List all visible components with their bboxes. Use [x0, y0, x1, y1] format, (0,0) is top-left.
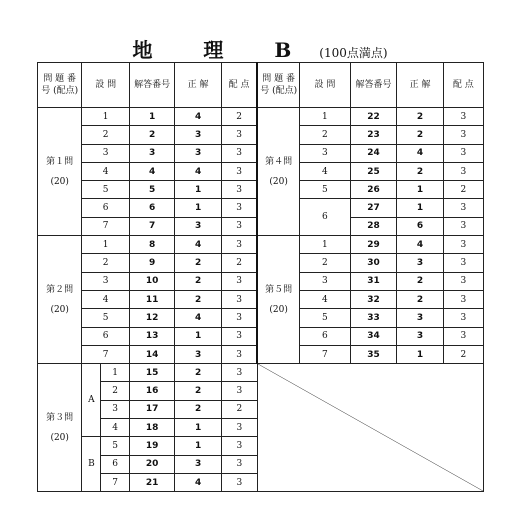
- q4-ans: 28: [350, 217, 397, 235]
- q5-label: 第５問: [265, 284, 293, 295]
- q1-correct: 1: [175, 181, 222, 199]
- q2-sub: 1: [82, 236, 130, 254]
- q2-points: (20): [50, 304, 69, 315]
- q5-ans: 30: [350, 254, 397, 272]
- title-sub: (100点満点): [319, 46, 388, 60]
- q4-correct: 2: [397, 108, 444, 126]
- answer-table: [37, 62, 484, 492]
- q5-sub: 5: [300, 309, 351, 327]
- q1-points: (20): [50, 176, 69, 187]
- q3-correct: 2: [175, 364, 222, 382]
- page-title: [0, 34, 520, 63]
- q3-ans: 18: [129, 419, 174, 437]
- q1-ans: 1: [129, 108, 174, 126]
- q2-correct: 4: [175, 236, 222, 254]
- q4-correct: 1: [397, 199, 444, 217]
- q3-pts: 3: [221, 473, 257, 491]
- q5-sub: 1: [300, 236, 351, 254]
- q5-pts: 3: [443, 236, 483, 254]
- q4-pts: 3: [443, 199, 483, 217]
- q5-ans: 34: [350, 327, 397, 345]
- q4-correct: 2: [397, 126, 444, 144]
- q3-ans: 21: [129, 473, 174, 491]
- header-sub-question: 設 問: [82, 63, 130, 108]
- q5-pts: 3: [443, 290, 483, 308]
- q5-correct: 2: [397, 272, 444, 290]
- q4-ans: 26: [350, 181, 397, 199]
- q5-pts: 3: [443, 309, 483, 327]
- q5-correct: 3: [397, 309, 444, 327]
- q3-group-b: B: [82, 437, 101, 492]
- q1-pts: 3: [221, 126, 257, 144]
- q3-correct: 4: [175, 473, 222, 491]
- q5-ans: 29: [350, 236, 397, 254]
- header-points: 配 点: [221, 63, 257, 108]
- q4-ans: 23: [350, 126, 397, 144]
- q5-correct: 4: [397, 236, 444, 254]
- q1-pts: 2: [221, 108, 257, 126]
- q3-pts: 3: [221, 382, 257, 400]
- q2-sub: 4: [82, 290, 130, 308]
- q4-label: 第４問: [265, 156, 293, 167]
- q5-sub: 7: [300, 345, 351, 363]
- q3-correct: 2: [175, 400, 222, 418]
- q1-ans: 4: [129, 162, 174, 180]
- q4-correct: 1: [397, 181, 444, 199]
- q2-sub: 5: [82, 309, 130, 327]
- q3-correct: 2: [175, 382, 222, 400]
- q4-sub: 4: [300, 162, 351, 180]
- q1-correct: 1: [175, 199, 222, 217]
- q4-ans: 24: [350, 144, 397, 162]
- header-correct-right: 正 解: [397, 63, 444, 108]
- q2-ans: 8: [129, 236, 174, 254]
- q1-label: 第１問: [46, 156, 74, 167]
- q5-sub: 3: [300, 272, 351, 290]
- q4-sub: 5: [300, 181, 351, 199]
- q3-ans: 15: [129, 364, 174, 382]
- q1-ans: 3: [129, 144, 174, 162]
- q2-label: 第２問: [46, 284, 74, 295]
- diagonal-blank-cell: [257, 364, 483, 492]
- header-points-right: 配 点: [443, 63, 483, 108]
- q1-ans: 7: [129, 217, 174, 235]
- q2-ans: 12: [129, 309, 174, 327]
- q5-pts: 3: [443, 272, 483, 290]
- q5-sub: 6: [300, 327, 351, 345]
- q2-correct: 1: [175, 327, 222, 345]
- q3-sub: 2: [101, 382, 130, 400]
- q4-ans: 25: [350, 162, 397, 180]
- q2-sub: 2: [82, 254, 130, 272]
- q2-ans: 13: [129, 327, 174, 345]
- q2-pts: 3: [221, 272, 257, 290]
- q4-correct: 2: [397, 162, 444, 180]
- q2-pts: 3: [221, 236, 257, 254]
- q1-correct: 3: [175, 144, 222, 162]
- q5-correct: 3: [397, 254, 444, 272]
- q5-correct: 1: [397, 345, 444, 363]
- q4-sub: 6: [300, 199, 351, 236]
- q5-label-cell: [257, 236, 299, 364]
- q3-sub: 4: [101, 419, 130, 437]
- q2-correct: 3: [175, 345, 222, 363]
- q2-correct: 2: [175, 290, 222, 308]
- q5-sub: 4: [300, 290, 351, 308]
- q3-sub: 6: [101, 455, 130, 473]
- q5-sub: 2: [300, 254, 351, 272]
- q1-correct: 3: [175, 217, 222, 235]
- q3-sub: 1: [101, 364, 130, 382]
- q4-ans: 27: [350, 199, 397, 217]
- q5-ans: 33: [350, 309, 397, 327]
- q1-pts: 3: [221, 217, 257, 235]
- q3-sub: 7: [101, 473, 130, 491]
- q4-ans: 22: [350, 108, 397, 126]
- q4-sub: 1: [300, 108, 351, 126]
- q4-correct: 6: [397, 217, 444, 235]
- q5-pts: 3: [443, 327, 483, 345]
- q2-correct: 4: [175, 309, 222, 327]
- title-main: 地 理 B: [132, 38, 314, 62]
- q3-sub: 5: [101, 437, 130, 455]
- q3-correct: 3: [175, 455, 222, 473]
- q2-ans: 14: [129, 345, 174, 363]
- q2-pts: 3: [221, 327, 257, 345]
- q4-sub: 2: [300, 126, 351, 144]
- q4-pts: 3: [443, 162, 483, 180]
- q4-correct: 4: [397, 144, 444, 162]
- q3-label-cell: [38, 364, 82, 492]
- q1-pts: 3: [221, 162, 257, 180]
- header-sub-question-right: 設 問: [300, 63, 351, 108]
- q3-ans: 19: [129, 437, 174, 455]
- q1-pts: 3: [221, 144, 257, 162]
- q3-points: (20): [50, 432, 69, 443]
- q5-ans: 32: [350, 290, 397, 308]
- q3-pts: 3: [221, 455, 257, 473]
- q3-pts: 2: [221, 400, 257, 418]
- q5-correct: 3: [397, 327, 444, 345]
- q2-ans: 9: [129, 254, 174, 272]
- q3-sub: 3: [101, 400, 130, 418]
- q2-correct: 2: [175, 272, 222, 290]
- q4-label-cell: [257, 108, 299, 236]
- q3-ans: 20: [129, 455, 174, 473]
- q2-pts: 3: [221, 290, 257, 308]
- q1-correct: 4: [175, 108, 222, 126]
- q1-sub: 4: [82, 162, 130, 180]
- header-question-no-right: 問 題 番 号 (配点): [257, 63, 299, 108]
- q4-pts: 3: [443, 126, 483, 144]
- q3-label: 第３問: [46, 412, 74, 423]
- q3-correct: 1: [175, 419, 222, 437]
- q1-sub: 6: [82, 199, 130, 217]
- q1-sub: 2: [82, 126, 130, 144]
- q1-ans: 6: [129, 199, 174, 217]
- header-correct: 正 解: [175, 63, 222, 108]
- table-row: [38, 108, 484, 126]
- q5-correct: 2: [397, 290, 444, 308]
- q5-pts: 2: [443, 345, 483, 363]
- q5-pts: 3: [443, 254, 483, 272]
- q3-group-a: A: [82, 364, 101, 437]
- q3-ans: 16: [129, 382, 174, 400]
- q2-sub: 3: [82, 272, 130, 290]
- q2-correct: 2: [175, 254, 222, 272]
- q1-correct: 4: [175, 162, 222, 180]
- q3-pts: 3: [221, 437, 257, 455]
- q5-ans: 31: [350, 272, 397, 290]
- q1-sub: 3: [82, 144, 130, 162]
- header-answer-no-right: 解答番号: [350, 63, 397, 108]
- q2-pts: 3: [221, 309, 257, 327]
- q4-pts: 3: [443, 144, 483, 162]
- q5-ans: 35: [350, 345, 397, 363]
- header-row: [38, 63, 484, 108]
- header-question-no: 問 題 番 号 (配点): [38, 63, 82, 108]
- q2-ans: 10: [129, 272, 174, 290]
- q3-pts: 3: [221, 364, 257, 382]
- q2-sub: 7: [82, 345, 130, 363]
- q1-label-cell: [38, 108, 82, 236]
- header-answer-no: 解答番号: [129, 63, 174, 108]
- q4-pts: 3: [443, 108, 483, 126]
- q1-ans: 5: [129, 181, 174, 199]
- q5-points: (20): [269, 304, 288, 315]
- q4-points: (20): [269, 176, 288, 187]
- q2-pts: 3: [221, 345, 257, 363]
- q3-pts: 3: [221, 419, 257, 437]
- q1-correct: 3: [175, 126, 222, 144]
- q1-sub: 7: [82, 217, 130, 235]
- q1-pts: 3: [221, 181, 257, 199]
- table-row: [38, 236, 484, 254]
- q1-pts: 3: [221, 199, 257, 217]
- q4-pts: 2: [443, 181, 483, 199]
- q2-sub: 6: [82, 327, 130, 345]
- q1-sub: 1: [82, 108, 130, 126]
- q2-label-cell: [38, 236, 82, 364]
- q3-correct: 1: [175, 437, 222, 455]
- q4-pts: 3: [443, 217, 483, 235]
- table-row: [38, 364, 484, 382]
- q3-ans: 17: [129, 400, 174, 418]
- q2-ans: 11: [129, 290, 174, 308]
- q2-pts: 2: [221, 254, 257, 272]
- q4-sub: 3: [300, 144, 351, 162]
- q1-ans: 2: [129, 126, 174, 144]
- q1-sub: 5: [82, 181, 130, 199]
- diagonal-line: [258, 364, 483, 491]
